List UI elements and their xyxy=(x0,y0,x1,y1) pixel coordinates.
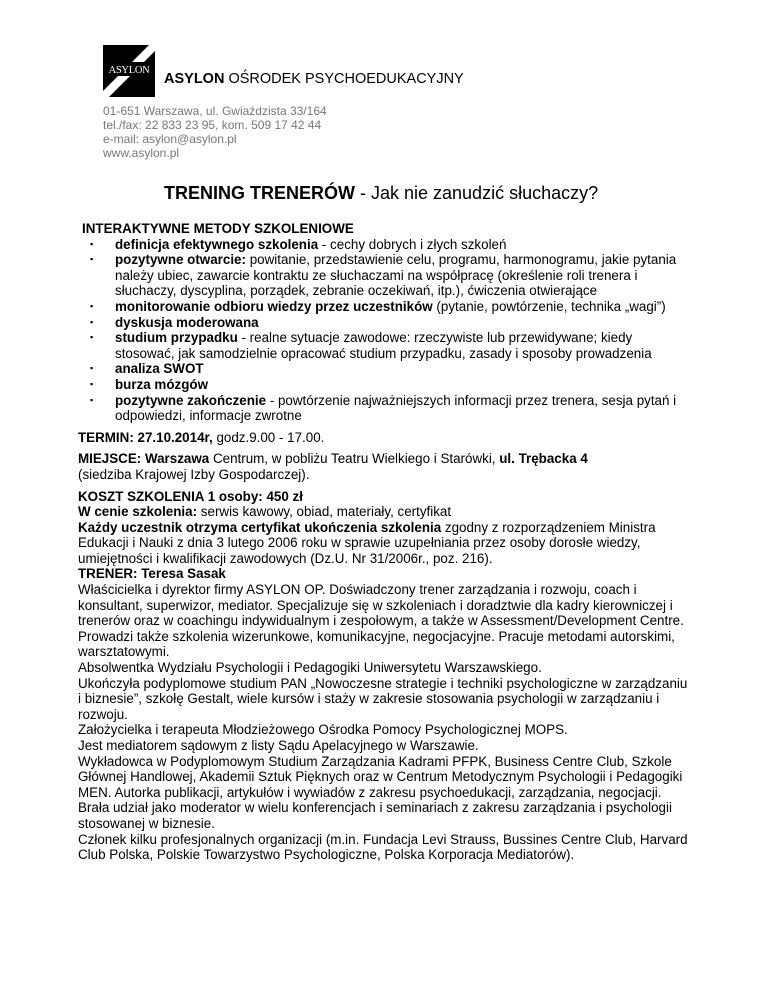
item-bold: monitorowanie odbioru wiedzy przez uczestników xyxy=(115,298,433,314)
bullet-icon: ▪ xyxy=(90,300,94,311)
bullet-icon: ▪ xyxy=(90,332,94,343)
list-item xyxy=(78,315,688,331)
termin-line xyxy=(78,430,688,446)
item-bold: dyskusja moderowana xyxy=(115,314,259,330)
list-item xyxy=(78,377,688,393)
price-label: W cenie szkolenia: xyxy=(78,504,198,520)
title-main: TRENING TRENERÓW xyxy=(164,183,355,203)
miejsce-street: ul. Trębacka 4 xyxy=(495,451,588,467)
miejsce-city: Warszawa xyxy=(141,451,210,467)
item-bold: burza mózgów xyxy=(115,376,208,392)
item-bold: studium przypadku xyxy=(115,330,238,346)
trener-bio: Ukończyła podyplomowe studium PAN „Nowoczesne strategie i techniki psychologiczne w zarządzaniu i biznesie”, szkołę Gestalt, wiele kursów i staży w zakresie stosowania psychologii w zarządzaniu i rozwoju. xyxy=(78,675,688,722)
miejsce-paragraph xyxy=(78,451,688,482)
item-bold: definicja efektywnego szkolenia xyxy=(115,236,319,252)
bullet-icon: ▪ xyxy=(90,378,94,389)
brand-line xyxy=(164,71,464,87)
item-bold: pozytywne otwarcie: xyxy=(115,252,246,268)
trener-bio: Wykładowca w Podyplomowym Studium Zarządzania Kadrami PFPK, Business Centre Club, Szkole Głównej Handlowej, Akademii Sztuk Pięknych oraz w Centrum Metodycznym Psychologii i Pedagogiki MEN. Autorka publikacji, artykułów i wywiadów z zakresu psychoedukacji, zarządzania, negocjacji. Brała udział jako moderator w wielu konferencjach i seminariach z zakresu zarządzania i psychologii stosowanej w biznesie. xyxy=(78,753,683,831)
list-item xyxy=(78,237,688,253)
list-item xyxy=(78,330,688,361)
address: 01-651 Warszawa, ul. Gwiaździsta 33/164 xyxy=(103,104,327,118)
title-subtitle: - Jak nie zanudzić słuchaczy? xyxy=(355,183,599,203)
termin-label: TERMIN: 27.10.2014r, xyxy=(78,429,213,445)
bullet-icon: ▪ xyxy=(90,254,94,265)
item-bold: pozytywne zakończenie xyxy=(115,392,267,408)
trener-bio: Członek kilku profesjonalnych organizacji (m.in. Fundacja Levi Strauss, Bussines Centre Club, Harvard Club Polska, Polskie Towarzystwo Psychologiczne, Polska Korporacja Mediatorów). xyxy=(78,831,688,863)
item-text: (pytanie, powtórzenie, technika „wagi”) xyxy=(432,298,666,314)
logo-text: ASYLON xyxy=(108,65,150,76)
methods-heading: INTERAKTYWNE METODY SZKOLENIOWE xyxy=(82,221,354,236)
item-bold: analiza SWOT xyxy=(115,361,204,377)
bullet-icon: ▪ xyxy=(90,316,94,327)
item-text: - realne sytuacje zawodowe: rzeczywiste lub przewidywane; kiedy stosować, jak samodzielnie opracować studium przypadku, zasady i sposoby prowadzenia xyxy=(115,330,652,361)
asylon-logo xyxy=(103,45,155,97)
main-content xyxy=(78,221,688,863)
miejsce-text: Centrum, w pobliżu Teatru Wielkiego i Starówki, xyxy=(209,451,496,467)
list-item xyxy=(78,361,688,377)
miejsce-label: MIEJSCE: xyxy=(78,451,142,467)
koszt-heading: KOSZT SZKOLENIA 1 osoby: 450 zł xyxy=(78,488,303,504)
phone: tel./fax: 22 833 23 95, kom. 509 17 42 44 xyxy=(103,118,322,132)
brand-subtitle: OŚRODEK PSYCHOEDUKACYJNY xyxy=(228,71,464,87)
termin-hours: godz.9.00 - 17.00. xyxy=(212,429,325,445)
email[interactable]: e-mail: asylon@asylon.pl xyxy=(103,132,237,146)
website[interactable]: www.asylon.pl xyxy=(103,146,180,160)
methods-list xyxy=(78,237,688,424)
bullet-icon: ▪ xyxy=(90,363,94,374)
price-text: serwis kawowy, obiad, materiały, certyfikat xyxy=(197,504,452,520)
certificate-bold: Każdy uczestnik otrzyma certyfikat ukończenia szkolenia xyxy=(78,519,442,535)
list-item xyxy=(78,252,688,299)
page-title xyxy=(164,183,598,204)
list-item xyxy=(78,299,688,315)
trener-bio: Absolwentka Wydziału Psychologii i Pedagogiki Uniwersytetu Warszawskiego. xyxy=(78,660,542,676)
item-text: - powtórzenie najważniejszych informacji przez trenera, sesja pytań i odpowiedzi, informacje zwrotne xyxy=(115,392,677,424)
brand-name: ASYLON xyxy=(164,71,225,87)
certificate-text: zgodny z rozporządzeniem Ministra Edukacji i Nauki z dnia 3 lutego 2006 roku w sprawie uzupełniania przez osoby dorosłe wiedzy, umiejętności i kwalifikacji zawodowych (Dz.U. Nr 31/2006r., poz. 216). xyxy=(78,519,656,566)
list-item xyxy=(78,393,688,424)
trener-bio: Jest mediatorem sądowym z listy Sądu Apelacyjnego w Warszawie. xyxy=(78,738,479,753)
contact-block xyxy=(103,104,327,160)
trener-bio: Założycielka i terapeuta Młodzieżowego Ośrodka Pomocy Psychologicznej MOPS. xyxy=(78,722,568,738)
miejsce-note: (siedziba Krajowej Izby Gospodarczej). xyxy=(78,466,310,482)
item-text: - cechy dobrych i złych szkoleń xyxy=(318,236,507,252)
trener-heading: TRENER: Teresa Sasak xyxy=(78,566,226,582)
item-text: powitanie, przedstawienie celu, programu, harmonogramu, jakie pytania należy ubiec, zawarcie kontraktu ze słuchaczami na współpracę (określenie roli trenera i słuchaczy, dyscyplina, porządek, zebranie oczekiwań, itp.), ćwiczenia otwierające xyxy=(115,252,677,299)
trener-bio: Właścicielka i dyrektor firmy ASYLON OP. Doświadczony trener zarządzania i rozwoju, coach i konsultant, superwizor, mediator. Specjalizuje się w szkoleniach i doradztwie dla kadry kierowniczej i trenerów oraz w coachingu indywidualnym i zespołowym, a także w Assessment/Development Centre. Prowadzi także szkolenia wizerunkowe, komunikacyjne, negocjacyjne. Pracuje metodami autorskimi, warsztatowymi. xyxy=(78,582,684,660)
certificate-paragraph xyxy=(78,520,688,567)
bullet-icon: ▪ xyxy=(90,238,94,249)
bullet-icon: ▪ xyxy=(90,394,94,405)
price-includes xyxy=(78,504,688,520)
